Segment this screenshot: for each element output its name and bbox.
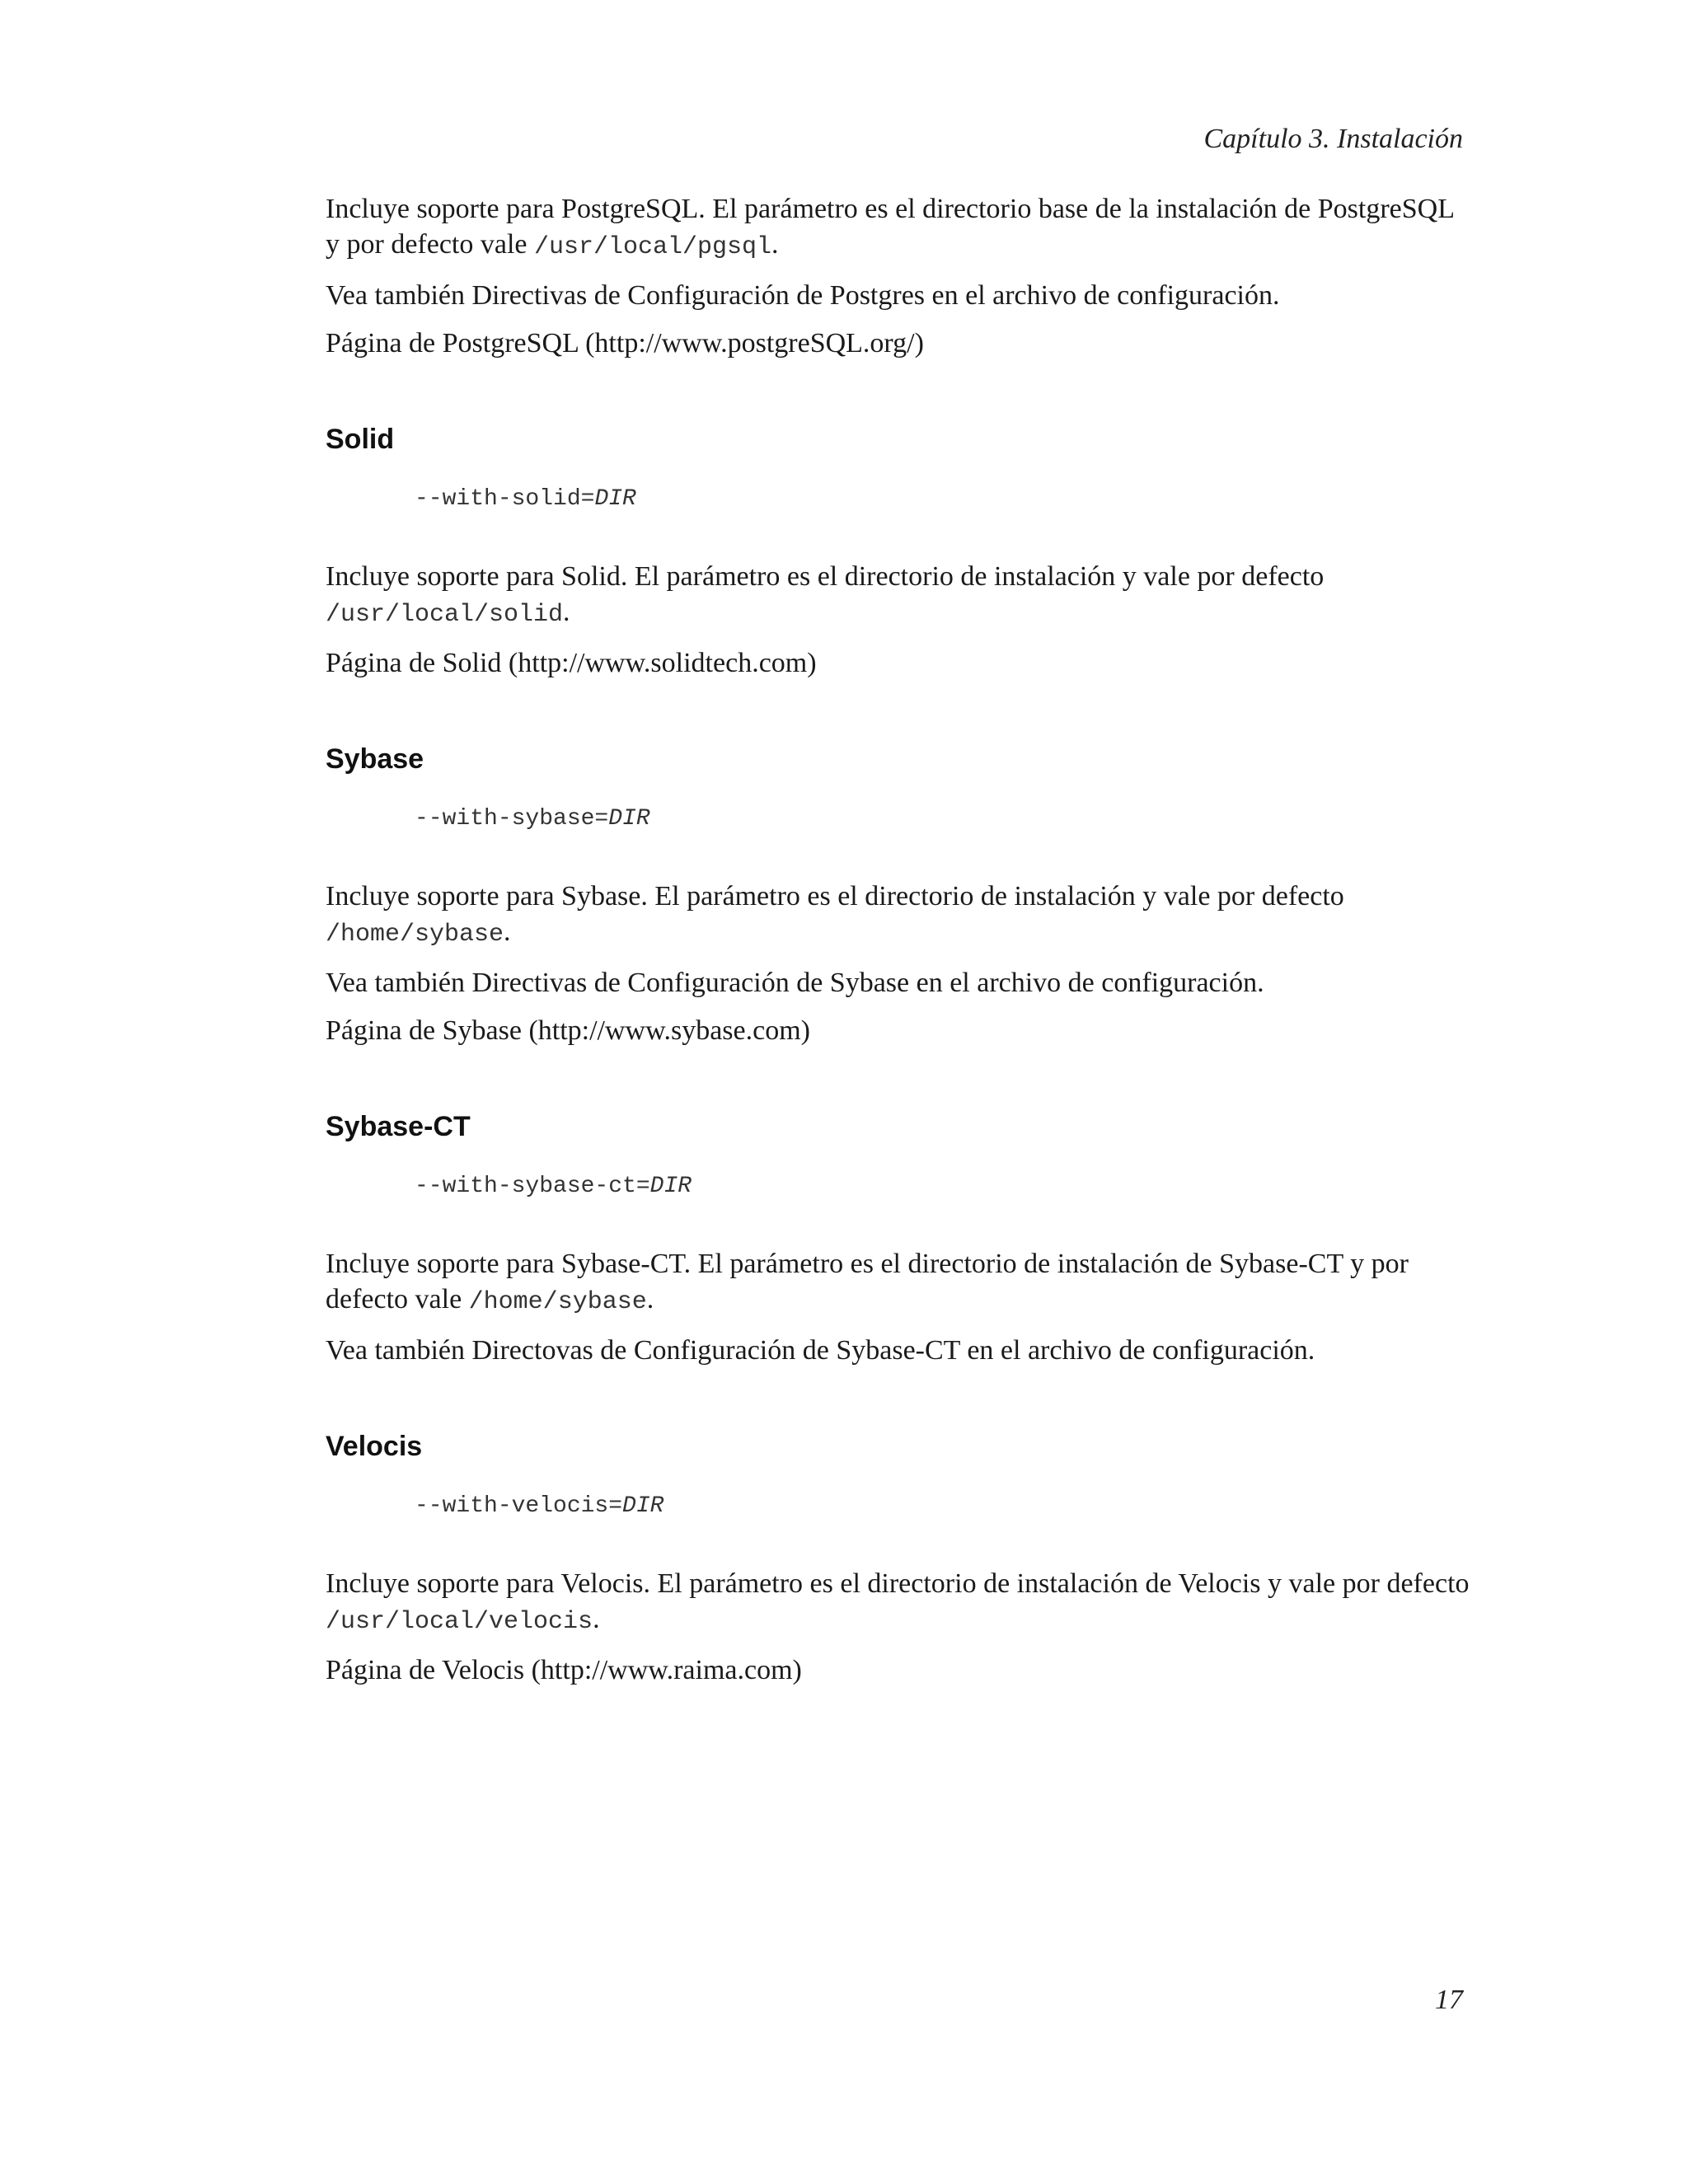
solid-description: Incluye soporte para Solid. El parámetro es el directorio de instalación y vale por defecto /usr/local/solid.	[326, 561, 1325, 629]
velocis-description: Incluye soporte para Velocis. El parámetro es el directorio de instalación de Velocis y vale por defecto /usr/local/velocis.	[326, 1568, 1470, 1636]
solid-default-path: /usr/local/solid	[326, 601, 564, 629]
postgres-description: Incluye soporte para PostgreSQL. El parámetro es el directorio base de la instalación de PostgreSQL y por defecto vale /usr/local/pgsql.	[326, 194, 1454, 261]
page-content	[326, 191, 1471, 1688]
running-header: Capítulo 3. Instalación	[1203, 124, 1463, 154]
postgres-default-path: /usr/local/pgsql	[534, 233, 772, 261]
solid-homepage: Página de Solid (http://www.solidtech.com)	[326, 648, 817, 678]
sybase-description: Incluye soporte para Sybase. El parámetro es el directorio de instalación y vale por defecto /home/sybase.	[326, 881, 1344, 949]
page-number: 17	[1435, 1985, 1463, 2015]
sybase-see-also: Vea también Directivas de Configuración de Sybase en el archivo de configuración.	[326, 968, 1264, 998]
postgres-homepage: Página de PostgreSQL (http://www.postgreSQL.org/)	[326, 328, 924, 359]
sybase-ct-heading: Sybase-CT	[326, 1111, 471, 1142]
solid-heading: Solid	[326, 424, 395, 455]
postgres-see-also: Vea también Directivas de Configuración de Postgres en el archivo de configuración.	[326, 280, 1280, 311]
sybase-homepage: Página de Sybase (http://www.sybase.com)	[326, 1015, 810, 1046]
sybase-command: --with-sybase=DIR	[415, 806, 650, 832]
solid-command: --with-solid=DIR	[415, 486, 636, 512]
sybase-ct-description: Incluye soporte para Sybase-CT. El parámetro es el directorio de instalación de Sybase-CT y por defecto vale /home/sybase.	[326, 1249, 1409, 1316]
velocis-homepage: Página de Velocis (http://www.raima.com)	[326, 1655, 802, 1685]
sybase-ct-command: --with-sybase-ct=DIR	[415, 1174, 692, 1199]
sybase-default-path: /home/sybase	[326, 921, 504, 949]
sybase-ct-see-also: Vea también Directovas de Configuración de Sybase-CT en el archivo de configuración.	[326, 1335, 1315, 1366]
sybase-ct-default-path: /home/sybase	[468, 1288, 647, 1316]
sybase-heading: Sybase	[326, 743, 424, 775]
velocis-default-path: /usr/local/velocis	[326, 1608, 593, 1636]
velocis-command: --with-velocis=DIR	[415, 1493, 664, 1519]
velocis-heading: Velocis	[326, 1431, 423, 1462]
